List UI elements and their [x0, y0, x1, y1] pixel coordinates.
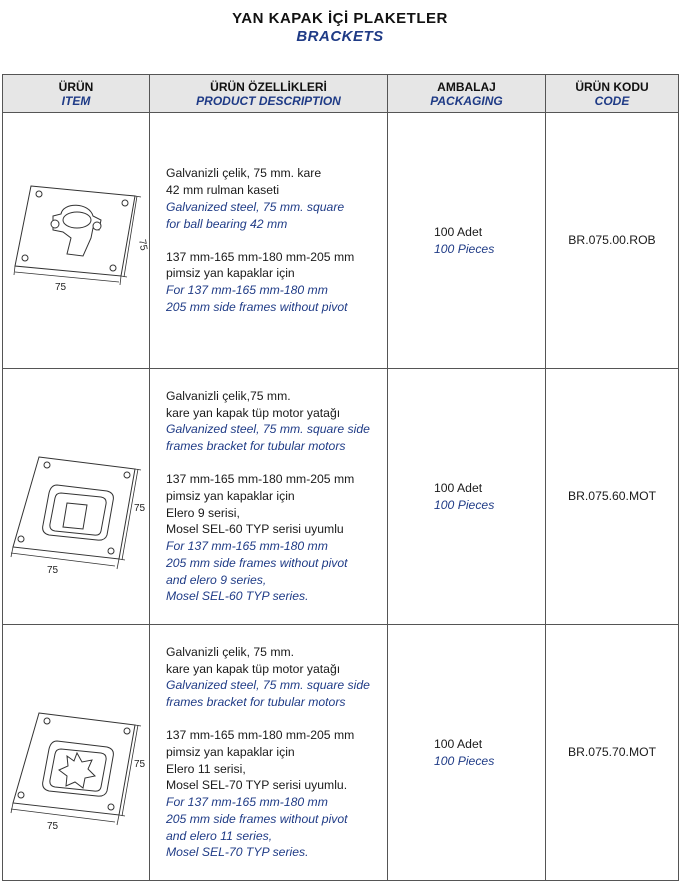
- desc-line-en: frames bracket for tubular motors: [166, 439, 346, 454]
- product-description: [150, 369, 388, 625]
- packaging-cell: [388, 625, 546, 881]
- product-table: [2, 74, 679, 881]
- header-item-tr: ÜRÜN: [58, 79, 94, 94]
- desc-line-en: For 137 mm-165 mm-180 mm: [166, 795, 328, 810]
- desc-line-en: frames bracket for tubular motors: [166, 695, 346, 710]
- desc-line: Mosel SEL-60 TYP serisi uyumlu: [166, 522, 344, 537]
- desc-line-en: and elero 11 series,: [166, 828, 273, 843]
- desc-line: Galvanizli çelik, 75 mm.: [166, 644, 295, 659]
- desc-line-en: Galvanized steel, 75 mm. square: [166, 199, 345, 214]
- product-code: BR.075.60.MOT: [546, 369, 679, 625]
- desc-line: pimsiz yan kapaklar için: [166, 266, 295, 281]
- desc-line: pimsiz yan kapaklar için: [166, 744, 295, 759]
- desc-line: 137 mm-165 mm-180 mm-205 mm: [166, 471, 355, 486]
- desc-line: 137 mm-165 mm-180 mm-205 mm: [166, 249, 355, 264]
- dimension-height-label: 75: [136, 238, 149, 252]
- packaging-tr: 100 Adet: [434, 224, 483, 239]
- header-item-en: ITEM: [61, 93, 91, 108]
- desc-line-en: 205 mm side frames without pivot: [166, 299, 348, 314]
- product-description: [150, 625, 388, 881]
- bracket-sel70-drawing: [3, 665, 150, 835]
- desc-line-en: Galvanized steel, 75 mm. square side: [166, 678, 370, 693]
- bracket-sel60-drawing: [3, 409, 150, 579]
- header-code: [546, 75, 679, 113]
- desc-line: pimsiz yan kapaklar için: [166, 488, 295, 503]
- page-subtitle: BRACKETS: [296, 28, 384, 45]
- desc-line: 42 mm rulman kaseti: [166, 183, 280, 198]
- desc-line: Elero 9 serisi,: [166, 505, 240, 520]
- desc-line: Elero 11 serisi,: [166, 761, 246, 776]
- dimension-height-label: 75: [134, 503, 146, 514]
- product-image-cell: [3, 113, 150, 369]
- dimension-width-label: 75: [55, 282, 67, 293]
- dimension-height-label: 75: [134, 759, 146, 770]
- table-row: [3, 113, 679, 369]
- page-title: YAN KAPAK İÇİ PLAKETLER: [232, 10, 448, 27]
- desc-line-en: and elero 9 series,: [166, 572, 267, 587]
- header-code-en: CODE: [594, 93, 630, 108]
- desc-line-en: For 137 mm-165 mm-180 mm: [166, 539, 328, 554]
- header-code-tr: ÜRÜN KODU: [575, 79, 649, 94]
- desc-line: Galvanizli çelik,75 mm.: [166, 388, 291, 403]
- desc-line: kare yan kapak tüp motor yatağı: [166, 661, 341, 676]
- header-packaging-en: PACKAGING: [430, 93, 503, 108]
- product-image-cell: [3, 369, 150, 625]
- packaging-en: 100 Pieces: [434, 241, 495, 256]
- desc-line: 137 mm-165 mm-180 mm-205 mm: [166, 727, 355, 742]
- packaging-cell: [388, 369, 546, 625]
- table-header-row: [3, 75, 679, 113]
- packaging-tr: 100 Adet: [434, 736, 483, 751]
- desc-line-en: Mosel SEL-60 TYP series.: [166, 589, 309, 604]
- packaging-en: 100 Pieces: [434, 497, 495, 512]
- product-code: BR.075.00.ROB: [546, 113, 679, 369]
- desc-line-en: 205 mm side frames without pivot: [166, 555, 348, 570]
- header-packaging-tr: AMBALAJ: [437, 79, 496, 94]
- packaging-cell: [388, 113, 546, 369]
- desc-line-en: Galvanized steel, 75 mm. square side: [166, 422, 370, 437]
- desc-line: kare yan kapak tüp motor yatağı: [166, 405, 341, 420]
- packaging-tr: 100 Adet: [434, 480, 483, 495]
- dimension-width-label: 75: [47, 821, 59, 832]
- header-item: [3, 75, 150, 113]
- product-image-cell: [3, 625, 150, 881]
- bracket-ball-bearing-drawing: [3, 158, 150, 318]
- page-title-block: [0, 10, 680, 46]
- table-row: [3, 625, 679, 881]
- product-description: [150, 113, 388, 369]
- packaging-en: 100 Pieces: [434, 753, 495, 768]
- product-code: BR.075.70.MOT: [546, 625, 679, 881]
- desc-line-en: Mosel SEL-70 TYP series.: [166, 845, 309, 860]
- desc-line: Galvanizli çelik, 75 mm. kare: [166, 166, 322, 181]
- header-description-en: PRODUCT DESCRIPTION: [196, 93, 341, 108]
- desc-line-en: for ball bearing 42 mm: [166, 216, 288, 231]
- dimension-width-label: 75: [47, 565, 59, 576]
- desc-line: Mosel SEL-70 TYP serisi uyumlu.: [166, 778, 348, 793]
- table-row: [3, 369, 679, 625]
- desc-line-en: For 137 mm-165 mm-180 mm: [166, 283, 328, 298]
- desc-line-en: 205 mm side frames without pivot: [166, 811, 348, 826]
- header-packaging: [388, 75, 546, 113]
- header-description: [150, 75, 388, 113]
- header-description-tr: ÜRÜN ÖZELLİKLERİ: [210, 79, 327, 94]
